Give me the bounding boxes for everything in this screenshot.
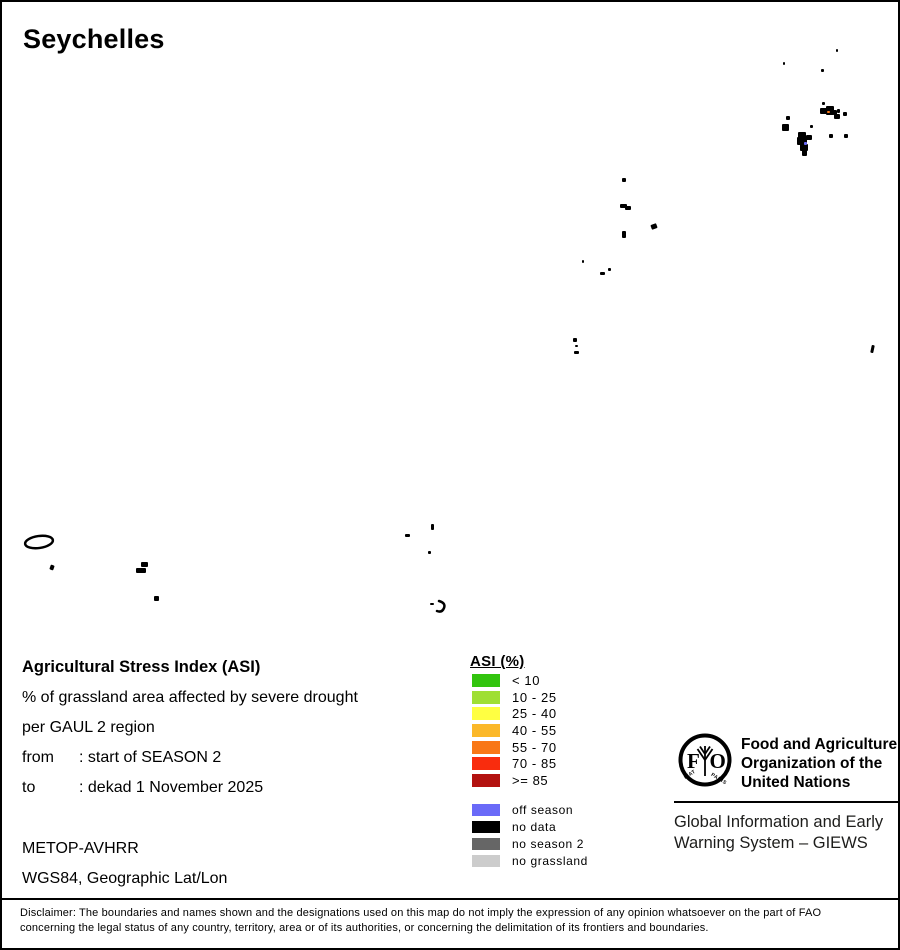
- legend-row: [472, 804, 588, 816]
- island-mark: [822, 102, 825, 105]
- island-mark: [802, 150, 807, 156]
- island-mark: [431, 524, 434, 530]
- island-mark: [622, 178, 626, 182]
- giews-line2: Warning System – GIEWS: [674, 834, 868, 852]
- island-mark: [810, 125, 813, 128]
- period-to: [22, 779, 263, 797]
- island-mark: [573, 338, 577, 342]
- island-mark: [844, 134, 848, 138]
- legend-row: [472, 838, 588, 850]
- island-mark: [620, 204, 627, 208]
- fao-org-line2: Organization of the: [741, 755, 883, 772]
- legend-label: off season: [512, 803, 574, 817]
- legend-swatch: [472, 774, 500, 787]
- legend-label: 55 - 70: [512, 739, 557, 755]
- island-mark: [836, 49, 838, 52]
- islands-map: [2, 2, 900, 950]
- giews-line1: Global Information and Early: [674, 813, 884, 831]
- legend-label: >= 85: [512, 773, 549, 789]
- fao-logo-letter-o: O: [709, 749, 726, 773]
- island-mark: [826, 106, 834, 115]
- disclaimer-line1: Disclaimer: The boundaries and names shown and the designations used on this map do not imply the expression of any opinion whatsoever on the part of FAO: [20, 907, 822, 919]
- legend-row: [472, 757, 557, 770]
- island-mark: [804, 142, 807, 145]
- asi-description-line2: per GAUL 2 region: [22, 719, 155, 736]
- island-mark: [870, 345, 875, 353]
- legend-swatch: [472, 821, 500, 833]
- period-to-value: : dekad 1 November 2025: [79, 779, 264, 796]
- legend-row: [472, 724, 557, 737]
- projection-name: WGS84, Geographic Lat/Lon: [22, 870, 228, 887]
- fao-org-name: [741, 735, 900, 792]
- legend-row: [472, 707, 557, 720]
- legend-statuses: [472, 804, 588, 872]
- legend-label: no grassland: [512, 854, 588, 868]
- page-title: Seychelles: [23, 24, 165, 54]
- island-mark: [136, 568, 146, 573]
- island-mark: [49, 564, 54, 570]
- island-mark: [625, 206, 631, 210]
- period-from-value: : start of SEASON 2: [79, 749, 222, 766]
- island-mark: [827, 111, 830, 113]
- fao-logo-letter-f: F: [687, 749, 700, 773]
- island-mark: [405, 534, 410, 537]
- island-mark: [820, 108, 829, 114]
- legend-title: ASI (%): [470, 653, 525, 670]
- fao-org-line3: United Nations: [741, 774, 851, 791]
- legend-swatch: [472, 757, 500, 770]
- legend-swatch: [472, 691, 500, 704]
- legend-row: [472, 774, 557, 787]
- island-mark: [608, 268, 611, 271]
- fao-logo-motto-left: FIAT: [683, 768, 698, 781]
- island-mark: [600, 272, 605, 275]
- island-mark: [800, 144, 808, 151]
- legend-swatch: [472, 804, 500, 816]
- legend-label: 10 - 25: [512, 689, 557, 705]
- island-mark: [650, 223, 657, 230]
- period-from: [22, 749, 221, 767]
- island-mark: [428, 551, 431, 554]
- island-mark: [806, 135, 812, 140]
- island-mark: [574, 351, 579, 354]
- island-mark: [622, 231, 626, 238]
- island-mark: [797, 137, 807, 145]
- period-from-label: from: [22, 749, 54, 766]
- island-mark: [834, 114, 840, 119]
- island-mark: [141, 562, 148, 567]
- legend-label: no season 2: [512, 837, 584, 851]
- disclaimer-text: [20, 906, 888, 936]
- legend-label: < 10: [512, 673, 541, 688]
- legend-swatch: [472, 741, 500, 754]
- island-mark: [786, 116, 790, 120]
- legend-label: no data: [512, 820, 557, 834]
- legend-swatch: [472, 855, 500, 867]
- asi-heading: Agricultural Stress Index (ASI): [22, 658, 261, 676]
- legend-swatch: [472, 838, 500, 850]
- island-mark: [783, 62, 785, 65]
- island-mark: [430, 603, 434, 605]
- legend-ranges: [472, 674, 557, 791]
- period-to-label: to: [22, 779, 36, 796]
- legend-swatch: [472, 724, 500, 737]
- island-mark: [821, 69, 824, 72]
- island-mark: [575, 345, 578, 347]
- legend-row: [472, 674, 557, 687]
- legend-row: [472, 691, 557, 704]
- island-mark: [833, 110, 837, 115]
- legend-row: [472, 855, 588, 867]
- island-mark: [582, 260, 584, 263]
- island-mark: [829, 134, 833, 138]
- fao-logo: [678, 730, 732, 790]
- atoll-outline-mark: [24, 534, 53, 550]
- legend-swatch: [472, 674, 500, 687]
- giews-caption: [674, 812, 900, 854]
- island-mark: [837, 109, 840, 113]
- island-mark: [843, 112, 847, 116]
- fao-logo-motto-right: PANIS: [709, 772, 728, 787]
- legend-label: 70 - 85: [512, 756, 557, 772]
- legend-swatch: [472, 707, 500, 720]
- disclaimer-divider-line: [2, 898, 898, 900]
- reef-curve-mark: [437, 601, 444, 612]
- fao-org-line1: Food and Agriculture: [741, 736, 898, 753]
- legend-label: 25 - 40: [512, 706, 557, 722]
- island-mark: [798, 132, 806, 138]
- legend-row: [472, 741, 557, 754]
- sensor-name: METOP-AVHRR: [22, 840, 139, 857]
- legend-label: 40 - 55: [512, 723, 557, 739]
- disclaimer-line2: concerning the legal status of any country, territory, area or of its authorities, or concerning the delimitation of its frontiers and boundaries.: [20, 922, 709, 934]
- asi-description-line1: % of grassland area affected by severe drought: [22, 689, 358, 706]
- island-mark: [154, 596, 159, 601]
- legend-row: [472, 821, 588, 833]
- island-mark: [782, 124, 789, 131]
- fao-divider-line: [674, 801, 899, 803]
